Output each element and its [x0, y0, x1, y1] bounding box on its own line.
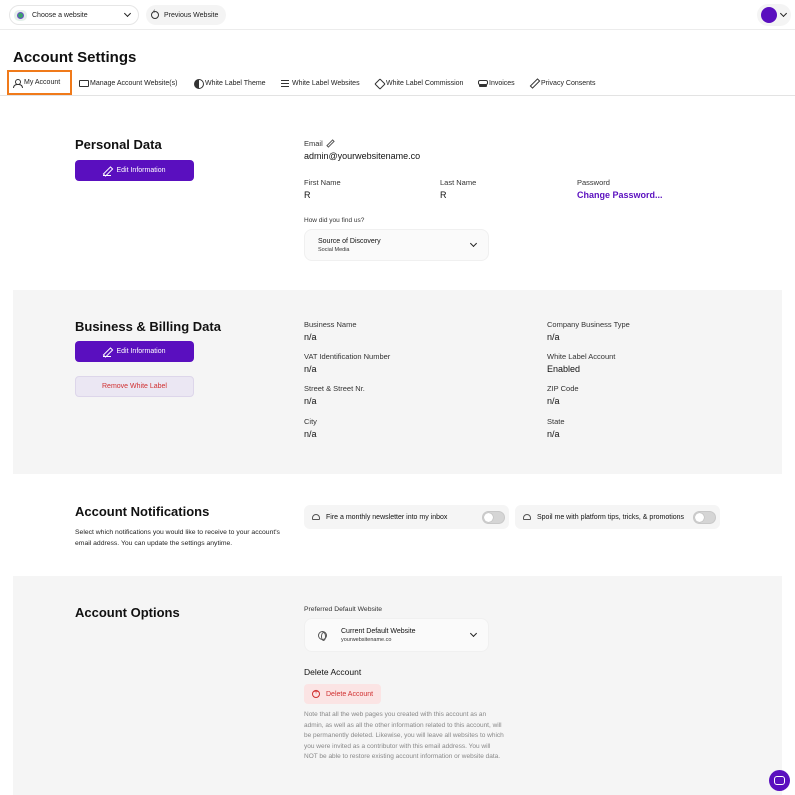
- zip-label: ZIP Code: [547, 384, 579, 393]
- chat-support-button[interactable]: [769, 770, 790, 791]
- user-menu[interactable]: [757, 4, 791, 26]
- delete-circle-icon: [312, 690, 320, 698]
- delete-account-heading: Delete Account: [304, 667, 362, 677]
- pen-icon: [103, 348, 111, 356]
- preferred-website-select[interactable]: [304, 618, 489, 652]
- tab-label: White Label Websites: [292, 79, 360, 87]
- change-password-link[interactable]: Change Password...: [577, 190, 663, 200]
- last-name-label: Last Name: [440, 178, 477, 187]
- edit-email-icon[interactable]: [327, 140, 333, 146]
- company-type-label: Company Business Type: [547, 320, 630, 329]
- edit-personal-button[interactable]: [75, 160, 194, 181]
- remove-white-label-button[interactable]: [75, 376, 194, 397]
- delete-account-button[interactable]: [304, 684, 381, 704]
- theme-icon: [194, 79, 202, 87]
- street-label: Street & Street Nr.: [304, 384, 365, 393]
- password-label: Password: [577, 178, 610, 187]
- notifications-title: Account Notifications: [75, 504, 210, 519]
- tag-icon: [375, 79, 383, 87]
- tab-white-label-theme[interactable]: [194, 70, 266, 96]
- business-name-value: n/a: [304, 332, 317, 342]
- tab-invoices[interactable]: [478, 70, 515, 96]
- tab-label: Invoices: [489, 79, 515, 87]
- email-label: [304, 139, 333, 148]
- newsletter-label: Fire a monthly newsletter into my inbox: [326, 513, 448, 521]
- account-options-title: Account Options: [75, 605, 180, 620]
- remove-white-label-label: Remove White Label: [102, 383, 167, 390]
- edit-business-button[interactable]: [75, 341, 194, 362]
- delete-account-label: Delete Account: [326, 690, 374, 698]
- first-name-value: R: [304, 190, 311, 200]
- zip-value: n/a: [547, 396, 560, 406]
- chevron-down-icon: [470, 241, 478, 249]
- chevron-down-icon: [124, 11, 132, 19]
- edit-personal-label: Edit Information: [116, 167, 166, 174]
- personal-data-section: [0, 96, 795, 290]
- globe-icon: [318, 631, 327, 640]
- page-title: Account Settings: [13, 49, 137, 66]
- tab-white-label-websites[interactable]: [281, 70, 360, 96]
- previous-website-button[interactable]: [146, 5, 226, 25]
- preferred-website-title: Current Default Website: [341, 627, 416, 635]
- discovery-select-title: Source of Discovery: [318, 237, 381, 245]
- tab-label: My Account: [24, 79, 61, 86]
- city-value: n/a: [304, 429, 317, 439]
- notifications-description: Select which notifications you would like to receive to your account's email address. You can update the settings anytime.: [75, 529, 280, 547]
- pen-icon: [103, 167, 111, 175]
- edit-business-label: Edit Information: [116, 348, 166, 355]
- pen-icon: [530, 79, 538, 87]
- vat-value: n/a: [304, 364, 317, 374]
- back-arrow-icon: [151, 11, 159, 19]
- email-label-text: Email: [304, 139, 323, 148]
- business-title: Business & Billing Data: [75, 319, 221, 334]
- preferred-website-label: Preferred Default Website: [304, 606, 383, 613]
- tab-label: White Label Theme: [205, 79, 266, 87]
- state-value: n/a: [547, 429, 560, 439]
- delete-account-note: Note that all the web pages you created with this account as an admin, as well as all the other information related to this account, will be permanently deleted. Likewise, you will leave all websites to which you were invited as a contributor with this email address. You will NOT be able to restore existing account information or website data.: [304, 711, 504, 760]
- website-logo-icon: [14, 10, 27, 21]
- user-icon: [13, 79, 21, 87]
- notifications-section: [0, 474, 795, 576]
- tips-label: Spoil me with platform tips, tricks, & promotions: [537, 513, 685, 521]
- tips-toggle[interactable]: [693, 511, 716, 524]
- white-label-account-value: Enabled: [547, 364, 581, 374]
- stack-icon: [478, 79, 486, 87]
- list-icon: [281, 79, 289, 87]
- company-type-value: n/a: [547, 332, 560, 342]
- previous-website-label: Previous Website: [164, 11, 219, 19]
- tab-label: Privacy Consents: [541, 79, 596, 87]
- last-name-value: R: [440, 190, 447, 200]
- newsletter-toggle-card[interactable]: [304, 505, 509, 529]
- personal-data-title: Personal Data: [75, 137, 162, 152]
- business-section: [13, 290, 782, 474]
- newsletter-toggle[interactable]: [482, 511, 505, 524]
- chevron-down-icon: [780, 11, 788, 19]
- city-label: City: [304, 417, 317, 426]
- website-select-label: Choose a website: [32, 11, 88, 19]
- bell-icon: [312, 514, 320, 520]
- street-value: n/a: [304, 396, 317, 406]
- avatar: [761, 7, 777, 23]
- tab-my-account[interactable]: [7, 70, 72, 95]
- email-value: admin@yourwebsitename.co: [304, 151, 421, 161]
- tab-label: White Label Commission: [386, 79, 464, 87]
- bell-icon: [523, 514, 531, 520]
- vat-label: VAT Identification Number: [304, 352, 391, 361]
- first-name-label: First Name: [304, 178, 341, 187]
- tab-privacy-consents[interactable]: [530, 70, 595, 96]
- preferred-website-value: yourwebsitename.co: [341, 636, 392, 643]
- tab-white-label-commission[interactable]: [375, 70, 463, 96]
- account-options-section: [13, 576, 782, 795]
- tab-manage-websites[interactable]: [79, 70, 177, 96]
- discovery-label: How did you find us?: [304, 217, 365, 224]
- tab-label: Manage Account Website(s): [90, 79, 178, 87]
- settings-tabs: [0, 70, 795, 96]
- tips-toggle-card[interactable]: [515, 505, 720, 529]
- website-select[interactable]: [9, 5, 139, 25]
- discovery-select-value: Social Media: [318, 246, 350, 253]
- discovery-select[interactable]: [304, 229, 489, 261]
- chevron-down-icon: [470, 631, 478, 639]
- monitor-icon: [79, 79, 87, 87]
- state-label: State: [547, 417, 565, 426]
- top-bar: [0, 0, 795, 30]
- white-label-account-label: White Label Account: [547, 352, 616, 361]
- business-name-label: Business Name: [304, 320, 357, 329]
